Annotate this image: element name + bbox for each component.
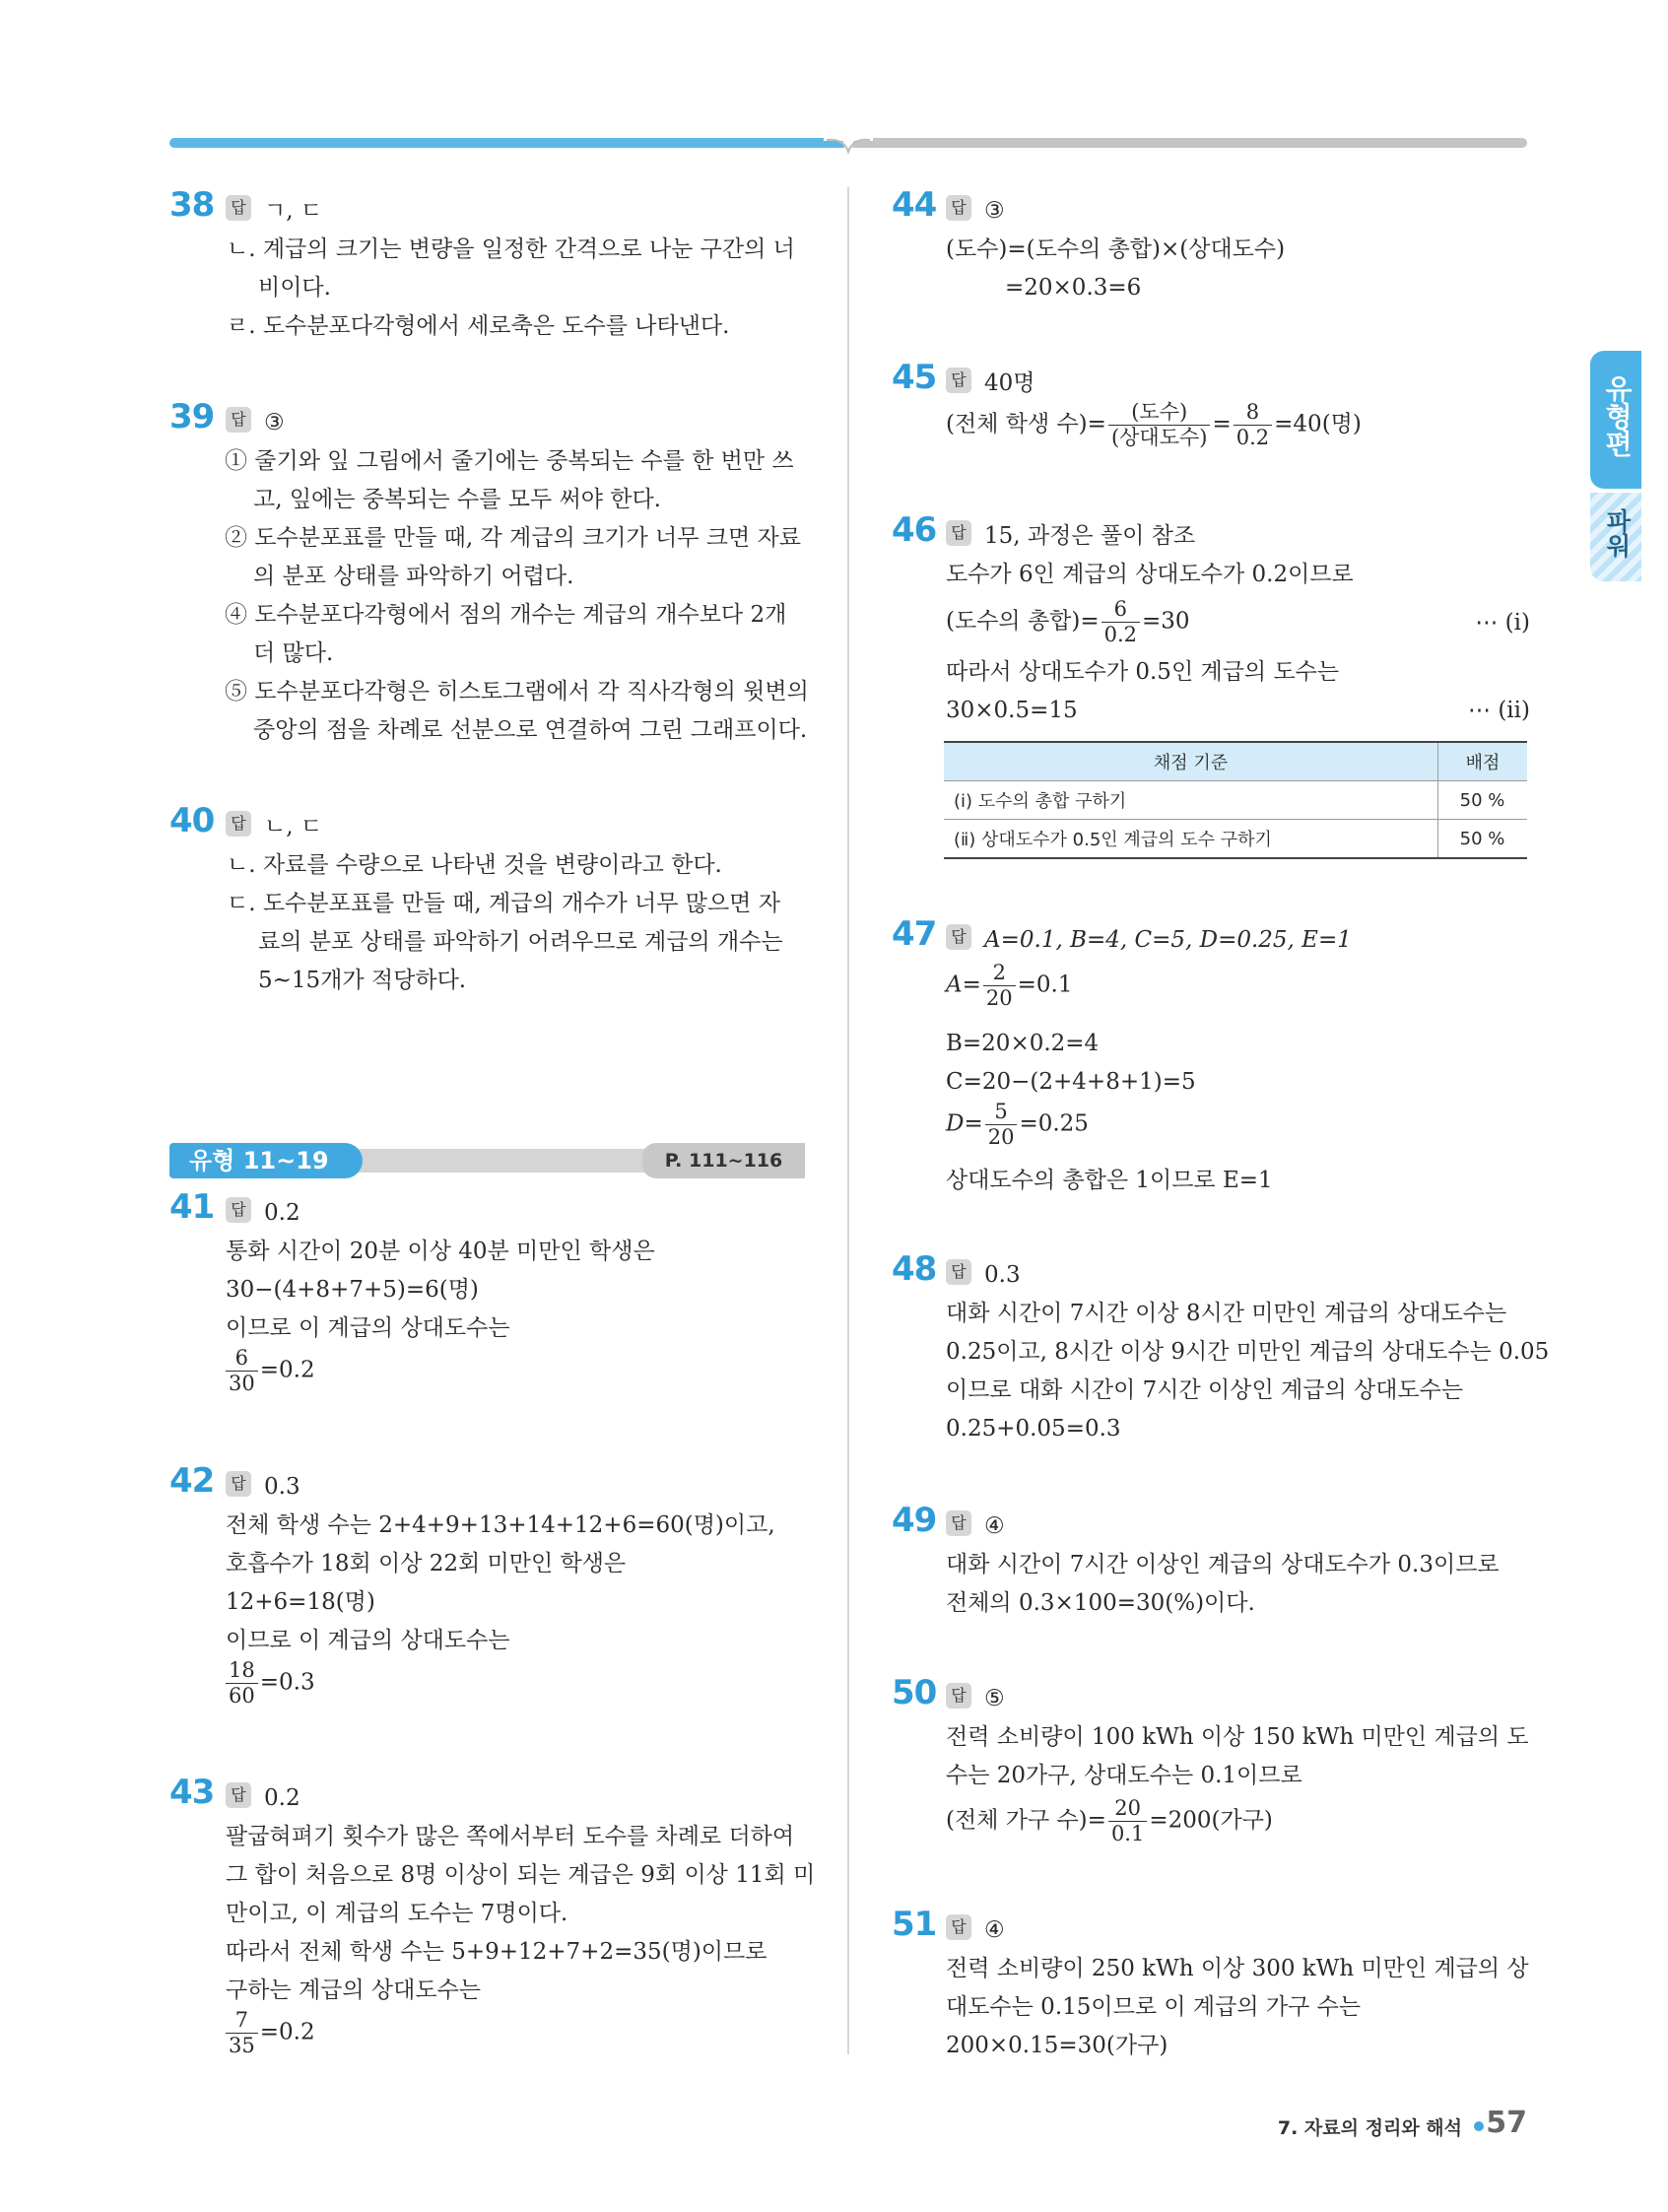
solution-line: 도수가 6인 계급의 상대도수가 0.2이므로 xyxy=(946,562,1354,587)
page-number: 57 xyxy=(1486,2106,1527,2140)
answer-badge: 답 xyxy=(946,368,971,393)
solution-line: ㄴ. 계급의 크기는 변량을 일정한 간격으로 나눈 구간의 너 xyxy=(227,236,795,262)
fraction: $\frac{7}{35}$ xyxy=(226,2010,258,2056)
fraction: $\frac{6}{30}$ xyxy=(226,1348,258,1394)
fraction-line: D= $\frac{5}{20}$ =0.25 xyxy=(946,1100,1089,1149)
solution-line: 30−(4+8+7+5)=6(명) xyxy=(226,1277,479,1303)
problem-38 xyxy=(169,185,810,340)
solution-line: 구하는 계급의 상대도수는 xyxy=(226,1977,482,2003)
solution-line: 대화 시간이 7시간 이상인 계급의 상대도수가 0.3이므로 xyxy=(946,1552,1500,1577)
problem-number: 50 xyxy=(892,1673,937,1712)
problem-number: 41 xyxy=(169,1187,215,1227)
problem-51 xyxy=(892,1905,1532,2059)
footer-dot xyxy=(1474,2121,1484,2131)
problem-46 xyxy=(892,510,1532,734)
problem-44 xyxy=(892,185,1532,301)
answer-text: ③ xyxy=(264,410,285,436)
grading-table xyxy=(944,741,1527,859)
solution-line: C=20−(2+4+8+1)=5 xyxy=(946,1069,1196,1095)
step-marker: ⋯ (ⅰ) xyxy=(1475,610,1530,636)
problem-number: 49 xyxy=(892,1501,937,1540)
solution-line: (도수)=(도수의 총합)×(상대도수) xyxy=(946,236,1286,262)
problem-41 xyxy=(169,1187,810,1411)
solution-line: ④ 도수분포다각형에서 점의 개수는 계급의 개수보다 2개 xyxy=(225,602,787,628)
solution-line: 대화 시간이 7시간 이상 8시간 미만인 계급의 상대도수는 xyxy=(946,1301,1507,1326)
solution-line: B=20×0.2=4 xyxy=(946,1031,1100,1056)
solution-line: 30×0.5=15 xyxy=(946,698,1078,723)
table-row xyxy=(944,781,1527,820)
solution-line: 호흡수가 18회 이상 22회 미만인 학생은 xyxy=(226,1551,627,1576)
answer-text: 15, 과정은 풀이 참조 xyxy=(984,523,1196,549)
solution-line: ① 줄기와 잎 그림에서 줄기에는 중복되는 수를 한 번만 쓰 xyxy=(225,448,794,474)
answer-text: 0.3 xyxy=(264,1474,300,1500)
problem-number: 47 xyxy=(892,914,937,954)
solution-line: 전체의 0.3×100=30(%)이다. xyxy=(946,1590,1255,1616)
section-banner xyxy=(169,1143,805,1178)
solution-line: 따라서 상대도수가 0.5인 계급의 도수는 xyxy=(946,659,1340,685)
solution-line: 상대도수의 총합은 1이므로 E=1 xyxy=(946,1168,1273,1193)
solution-line: ㄴ. 자료를 수량으로 나타낸 것을 변량이라고 한다. xyxy=(227,852,722,878)
solution-line: ⑤ 도수분포다각형은 히스토그램에서 각 직사각형의 윗변의 xyxy=(225,679,809,704)
answer-text: ㄴ, ㄷ xyxy=(264,814,323,839)
step-marker: ⋯ (ⅱ) xyxy=(1468,698,1530,723)
answer-badge: 답 xyxy=(226,407,251,433)
solution-line: 고, 잎에는 중복되는 수를 모두 써야 한다. xyxy=(253,487,661,512)
solution-line: 0.25이고, 8시간 이상 9시간 미만인 계급의 상대도수는 0.05 xyxy=(946,1339,1550,1365)
solution-line: ㄷ. 도수분포표를 만들 때, 계급의 개수가 너무 많으면 자 xyxy=(227,891,780,916)
answer-text: ㄱ, ㄷ xyxy=(264,198,323,224)
fraction: $\frac{8}{0.2}$ xyxy=(1234,402,1272,448)
solution-line: ② 도수분포표를 만들 때, 각 계급의 크기가 너무 크면 자료 xyxy=(225,525,801,551)
grading-points: 50 % xyxy=(1438,820,1528,859)
section-title: 유형 11~19 xyxy=(189,1147,329,1174)
page-footer xyxy=(1277,2104,1527,2143)
problem-48 xyxy=(892,1249,1550,1443)
answer-badge: 답 xyxy=(946,1510,971,1536)
answer-text: ④ xyxy=(984,1513,1005,1539)
solution-line: ㄹ. 도수분포다각형에서 세로축은 도수를 나타낸다. xyxy=(227,313,730,339)
side-tab-power-label: 파워 xyxy=(1603,508,1632,558)
problem-number: 46 xyxy=(892,510,937,550)
solution-line: 중앙의 점을 차례로 선분으로 연결하여 그린 그래프이다. xyxy=(253,717,808,743)
solution-line: 팔굽혀펴기 횟수가 많은 쪽에서부터 도수를 차례로 더하여 xyxy=(226,1824,795,1849)
solution-line: 따라서 전체 학생 수는 5+9+12+7+2=35(명)이므로 xyxy=(226,1939,767,1965)
grading-header-criterion: 채점 기준 xyxy=(944,742,1438,781)
problem-43 xyxy=(169,1773,816,2065)
solution-line: 이므로 이 계급의 상대도수는 xyxy=(226,1315,510,1341)
solution-line: 의 분포 상태를 파악하기 어렵다. xyxy=(253,564,574,589)
answer-text: A=0.1, B=4, C=5, D=0.25, E=1 xyxy=(984,927,1352,953)
solution-line: 이므로 이 계급의 상대도수는 xyxy=(226,1628,510,1653)
solution-line: 200×0.15=30(가구) xyxy=(946,2033,1168,2058)
problem-45 xyxy=(892,358,1532,473)
grading-criterion: (ⅱ) 상대도수가 0.5인 계급의 도수 구하기 xyxy=(944,820,1438,859)
chapter-title: 7. 자료의 정리와 해석 xyxy=(1277,2117,1462,2139)
problem-number: 43 xyxy=(169,1773,215,1812)
answer-badge: 답 xyxy=(946,520,971,546)
fraction: $\frac{2}{20}$ xyxy=(983,963,1016,1009)
fraction-line: (전체 가구 수)= $\frac{20}{0.1}$ =200(가구) xyxy=(946,1796,1273,1845)
problem-number: 44 xyxy=(892,185,937,225)
answer-text: 40명 xyxy=(984,370,1035,396)
grading-header-row xyxy=(944,742,1527,781)
answer-text: ③ xyxy=(984,198,1005,224)
answer-badge: 답 xyxy=(946,1914,971,1940)
fraction-line: $\frac{7}{35}$ =0.2 xyxy=(224,2010,315,2056)
answer-badge: 답 xyxy=(226,811,251,837)
answer-badge: 답 xyxy=(946,924,971,950)
fraction: $\frac{20}{0.1}$ xyxy=(1108,1798,1147,1844)
problem-number: 42 xyxy=(169,1461,215,1501)
solution-line: 비이다. xyxy=(258,275,331,301)
answer-badge: 답 xyxy=(946,1259,971,1285)
solution-line: 통화 시간이 20분 이상 40분 미만인 학생은 xyxy=(226,1239,655,1264)
column-divider xyxy=(847,187,849,2054)
fraction: $\frac{18}{60}$ xyxy=(226,1660,258,1707)
solution-line: 만이고, 이 계급의 도수는 7명이다. xyxy=(226,1901,568,1926)
problem-40 xyxy=(169,801,810,995)
problem-number: 38 xyxy=(169,185,215,225)
answer-badge: 답 xyxy=(226,1782,251,1808)
grading-criterion: (ⅰ) 도수의 총합 구하기 xyxy=(944,781,1438,820)
answer-text: 0.3 xyxy=(984,1262,1021,1288)
answer-badge: 답 xyxy=(226,1471,251,1497)
solution-line: 12+6=18(명) xyxy=(226,1589,375,1615)
fraction-line: (전체 학생 수)= $\frac{\text{(도수)}}{\text{(상대도수)}}$ = $\frac{8}{0.2}$ =40(명) xyxy=(946,400,1362,449)
solution-line: 이므로 대화 시간이 7시간 이상인 계급의 상대도수는 xyxy=(946,1377,1464,1403)
problem-number: 51 xyxy=(892,1905,937,1944)
solution-line: 전체 학생 수는 2+4+9+13+14+12+6=60(명)이고, xyxy=(226,1512,775,1538)
problem-number: 48 xyxy=(892,1249,937,1289)
solution-line: 대도수는 0.15이므로 이 계급의 가구 수는 xyxy=(946,1994,1362,2020)
fraction-line: $\frac{6}{30}$ =0.2 xyxy=(224,1348,315,1394)
problem-47 xyxy=(892,914,1532,1197)
answer-text: ⑤ xyxy=(984,1686,1005,1711)
solution-line: 전력 소비량이 100 kWh 이상 150 kWh 미만인 계급의 도 xyxy=(946,1724,1529,1750)
header-bar-gray xyxy=(849,138,1527,148)
solution-line: 전력 소비량이 250 kWh 이상 300 kWh 미만인 계급의 상 xyxy=(946,1956,1529,1981)
fraction: $\frac{\text{(도수)}}{\text{(상대도수)}}$ xyxy=(1108,402,1211,448)
grading-points: 50 % xyxy=(1438,781,1528,820)
header-notch xyxy=(824,134,873,156)
problem-number: 45 xyxy=(892,358,937,397)
header-bar-accent xyxy=(169,138,849,148)
answer-text: ④ xyxy=(984,1917,1005,1943)
problem-39 xyxy=(169,397,810,743)
problem-49 xyxy=(892,1501,1532,1616)
problem-42 xyxy=(169,1461,810,1724)
solution-line: 더 많다. xyxy=(253,640,334,666)
solution-line: 그 합이 처음으로 8명 이상이 되는 계급은 9회 이상 11회 미 xyxy=(226,1862,816,1888)
solution-line: 5~15개가 적당하다. xyxy=(258,968,467,993)
grading-header-points: 배점 xyxy=(1438,742,1528,781)
solution-line: 0.25+0.05=0.3 xyxy=(946,1416,1121,1441)
answer-text: 0.2 xyxy=(264,1200,300,1226)
answer-badge: 답 xyxy=(226,195,251,221)
fraction-line: (도수의 총합)= $\frac{6}{0.2}$ =30 xyxy=(946,597,1190,646)
side-tab-type-label: 유형편 xyxy=(1601,374,1634,457)
section-page-range: P. 111~116 xyxy=(642,1143,805,1178)
table-row xyxy=(944,820,1527,859)
fraction: $\frac{5}{20}$ xyxy=(985,1102,1018,1148)
problem-number: 39 xyxy=(169,397,215,436)
answer-text: 0.2 xyxy=(264,1785,300,1811)
answer-badge: 답 xyxy=(226,1197,251,1223)
fraction-line: A= $\frac{2}{20}$ =0.1 xyxy=(946,961,1073,1010)
solution-line: 료의 분포 상태를 파악하기 어려우므로 계급의 개수는 xyxy=(258,929,783,955)
solution-line: =20×0.3=6 xyxy=(1005,275,1142,301)
solution-line: 수는 20가구, 상대도수는 0.1이므로 xyxy=(946,1763,1302,1788)
answer-badge: 답 xyxy=(946,195,971,221)
fraction-line: $\frac{18}{60}$ =0.3 xyxy=(224,1660,315,1707)
answer-badge: 답 xyxy=(946,1683,971,1709)
fraction: $\frac{6}{0.2}$ xyxy=(1101,599,1140,645)
problem-50 xyxy=(892,1673,1532,1845)
problem-number: 40 xyxy=(169,801,215,840)
